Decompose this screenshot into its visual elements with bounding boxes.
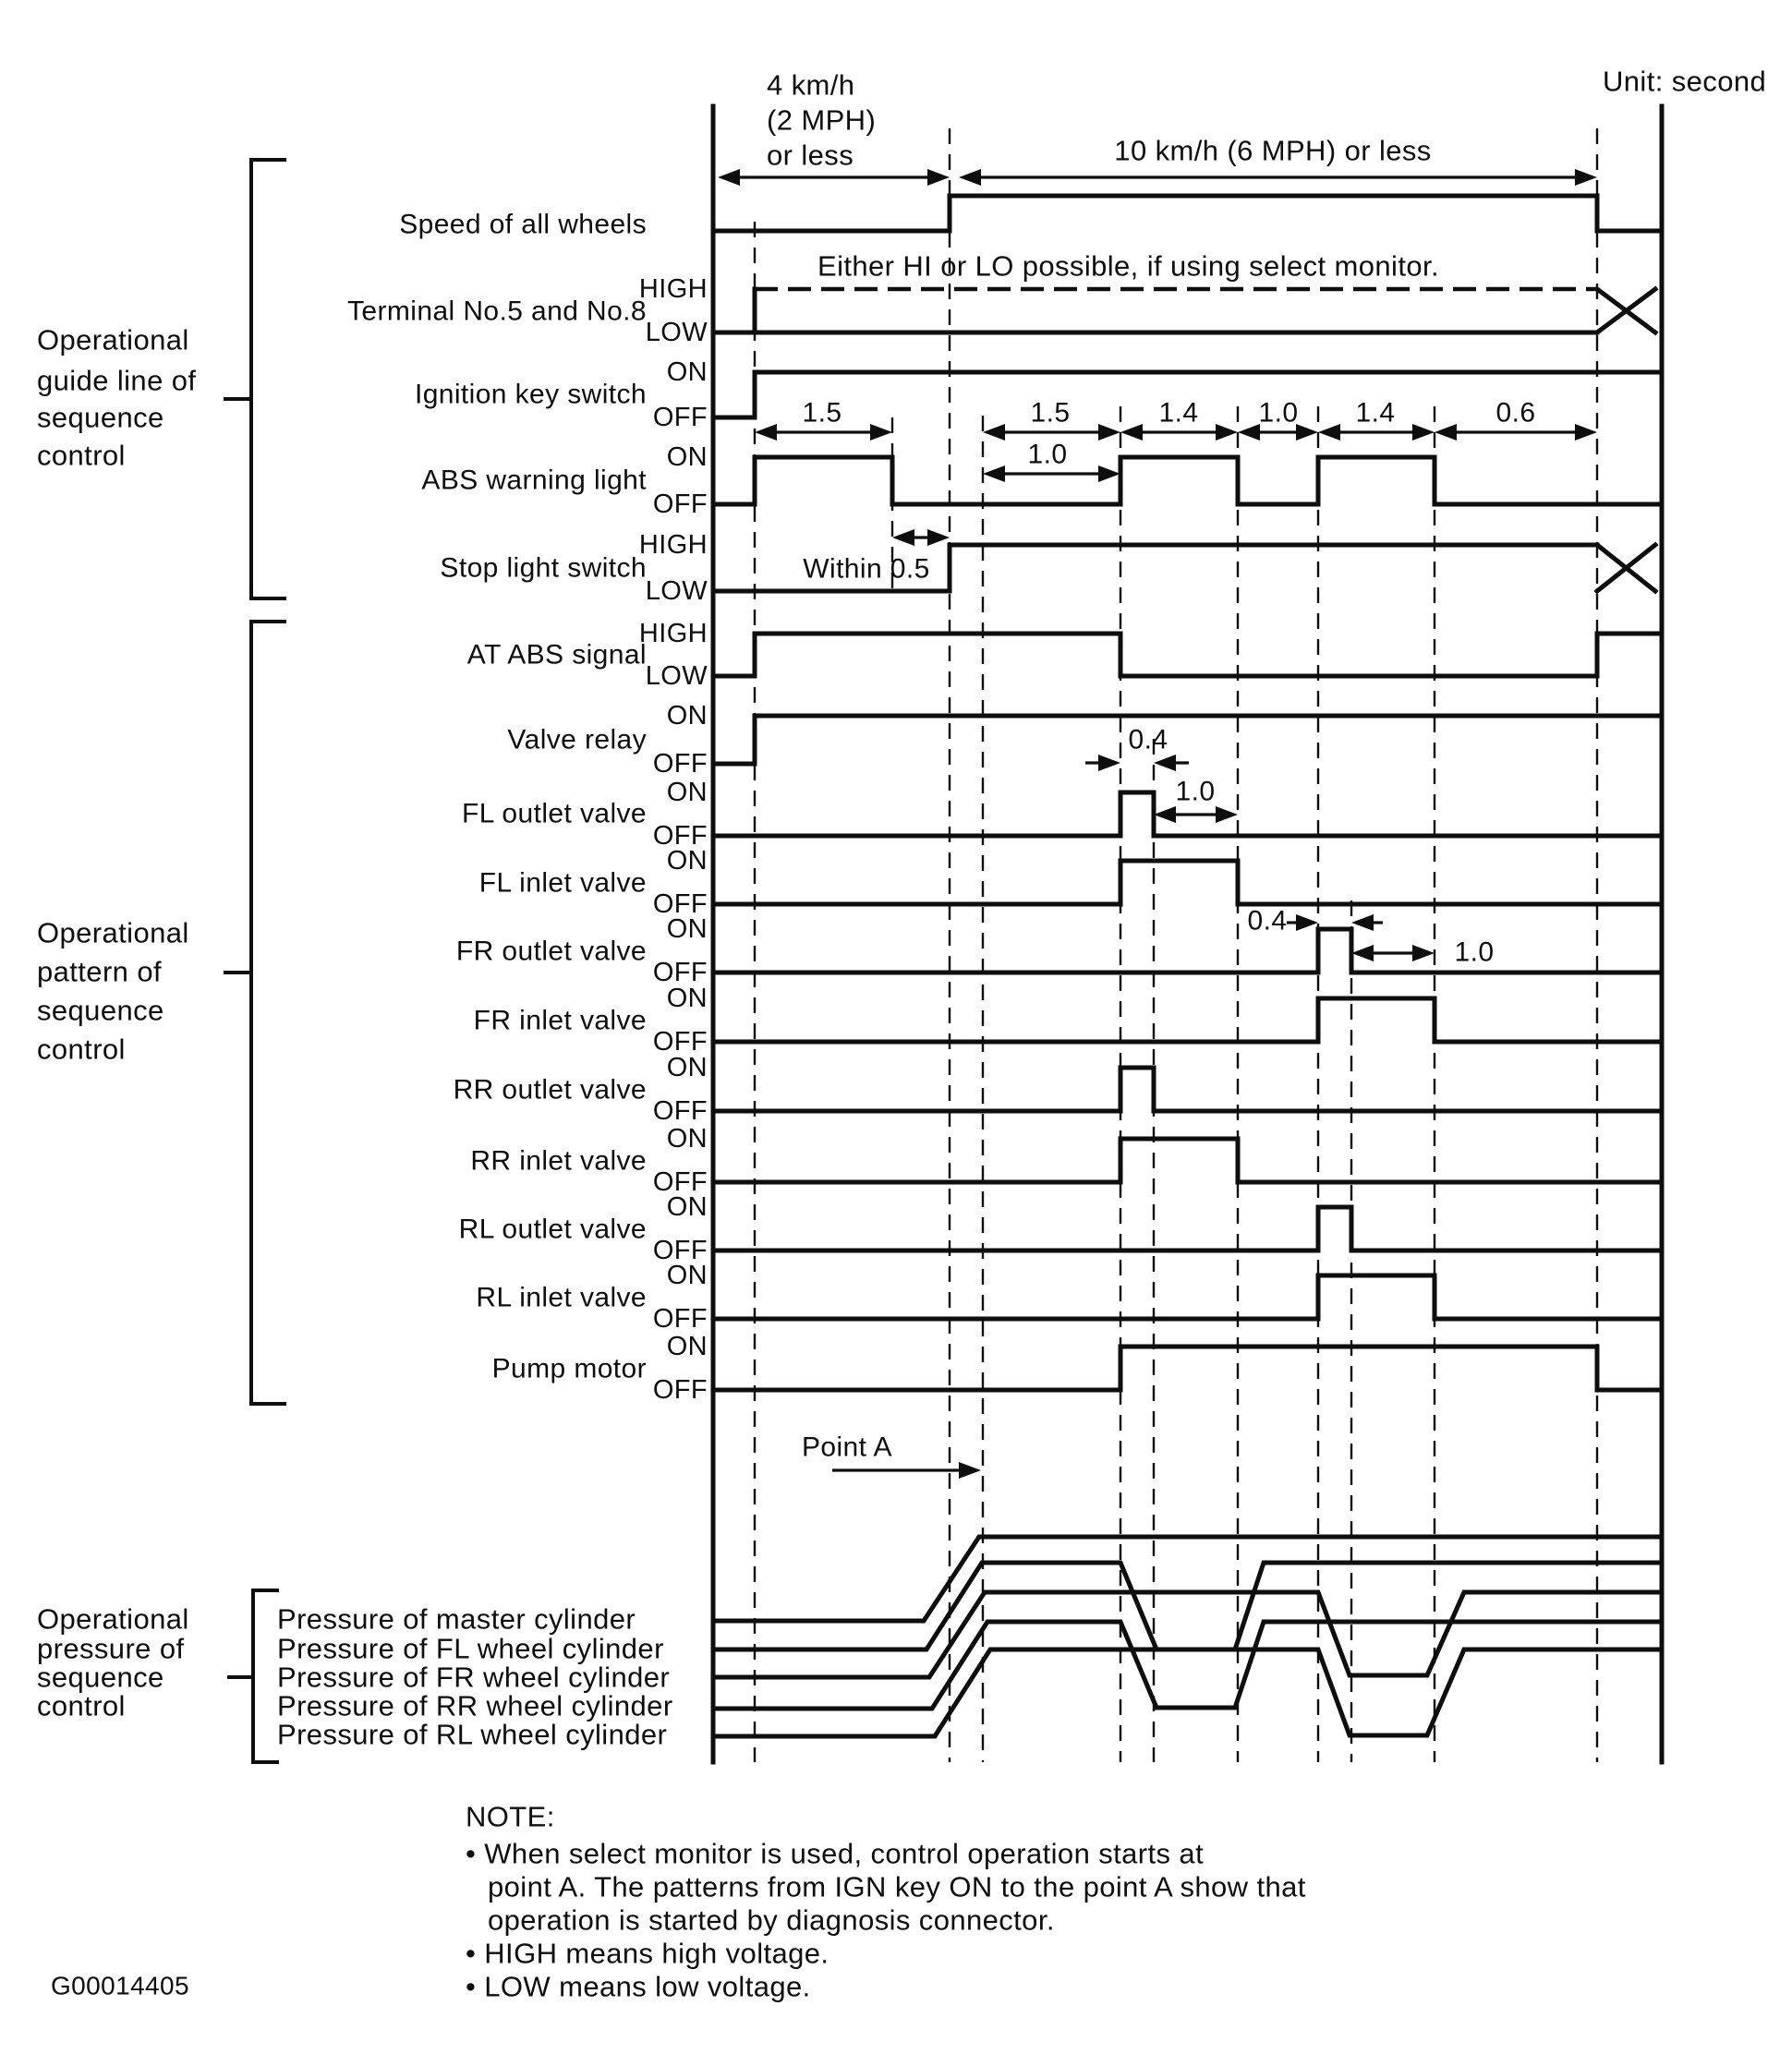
- signal-label-at-abs-signal: AT ABS signal: [466, 639, 647, 671]
- level-label-terminal-no5-and-no8-high: HIGH: [638, 274, 708, 304]
- level-label-rl-outlet-valve-off: OFF: [652, 1236, 708, 1265]
- dim-label: Within 0.5: [803, 553, 930, 585]
- pressure-label: Pressure of FL wheel cylinder: [277, 1632, 664, 1665]
- arrowhead-icon: [1435, 424, 1457, 441]
- signal-label-rr-outlet-valve: RR outlet valve: [453, 1074, 647, 1105]
- signal-label-ignition-key-switch: Ignition key switch: [414, 379, 647, 410]
- level-label-fr-inlet-valve-on: ON: [666, 984, 708, 1013]
- pressure-trace-fl-wheel: [713, 1563, 1660, 1649]
- level-label-stop-light-switch-high: HIGH: [638, 530, 708, 560]
- dim-label: 1.0: [1175, 776, 1216, 807]
- arrowhead-icon: [1098, 424, 1120, 441]
- level-label-fl-inlet-valve-on: ON: [666, 846, 708, 876]
- arrowhead-icon: [1575, 169, 1597, 186]
- level-label-pump-motor-on: ON: [666, 1332, 708, 1361]
- group-label-pattern: control: [37, 1033, 126, 1066]
- arrowhead-icon: [1216, 424, 1238, 441]
- arrowhead-icon: [1154, 755, 1176, 771]
- signal-wave-valve-relay: [713, 716, 1660, 764]
- dim-label: 0.4: [1128, 724, 1168, 755]
- group-label-guide: sequence: [37, 401, 164, 434]
- signal-label-terminal-no5-and-no8: Terminal No.5 and No.8: [347, 296, 647, 327]
- note-line: • LOW means low voltage.: [466, 1970, 811, 2003]
- pressure-trace-master-cylinder: [713, 1537, 1660, 1621]
- level-label-abs-warning-light-off: OFF: [652, 489, 708, 519]
- note-line: • When select monitor is used, control operation starts at: [466, 1837, 1205, 1870]
- arrowhead-icon: [959, 169, 981, 186]
- level-label-rr-outlet-valve-off: OFF: [652, 1096, 708, 1126]
- arrowhead-icon: [1154, 806, 1176, 823]
- signal-wave-rl-outlet-valve: [713, 1207, 1660, 1250]
- arrowhead-icon: [1098, 755, 1120, 771]
- arrowhead-icon: [1318, 424, 1340, 441]
- dim-label: 1.0: [1027, 439, 1068, 470]
- group-label-pressure: sequence: [37, 1661, 164, 1694]
- signal-label-valve-relay: Valve relay: [507, 724, 647, 755]
- level-label-rr-inlet-valve-on: ON: [666, 1124, 708, 1154]
- arrowhead-icon: [983, 424, 1005, 441]
- signal-label-fl-outlet-valve: FL outlet valve: [462, 798, 647, 829]
- dim-label: 0.6: [1495, 397, 1536, 429]
- arrowhead-icon: [1412, 424, 1435, 441]
- signal-wave-fr-inlet-valve: [713, 998, 1660, 1042]
- level-label-fr-outlet-valve-on: ON: [666, 914, 708, 944]
- group-label-pattern: sequence: [37, 994, 164, 1027]
- pressure-label: Pressure of RL wheel cylinder: [277, 1718, 668, 1751]
- level-label-at-abs-signal-low: LOW: [645, 661, 708, 691]
- group-bracket-pattern: [251, 622, 285, 1404]
- unit-label: Unit: second: [1603, 65, 1767, 98]
- signal-label-stop-light-switch: Stop light switch: [440, 552, 647, 584]
- level-label-terminal-no5-and-no8-low: LOW: [645, 318, 708, 347]
- signal-wave-speed-of-all-wheels: [713, 196, 1660, 231]
- note-line: operation is started by diagnosis connector.: [488, 1903, 1055, 1937]
- level-label-rr-inlet-valve-off: OFF: [652, 1167, 708, 1197]
- group-label-guide: control: [37, 439, 126, 472]
- speed-band-label: or less: [767, 139, 854, 172]
- signal-wave-rl-inlet-valve: [713, 1275, 1660, 1319]
- level-label-fl-outlet-valve-off: OFF: [652, 821, 708, 851]
- arrowhead-icon: [1120, 424, 1143, 441]
- signal-wave-rr-inlet-valve: [713, 1139, 1660, 1182]
- level-label-stop-light-switch-low: LOW: [645, 576, 708, 606]
- level-label-fl-inlet-valve-off: OFF: [652, 889, 708, 919]
- signal-label-rl-outlet-valve: RL outlet valve: [458, 1214, 647, 1245]
- pressure-label: Pressure of RR wheel cylinder: [277, 1689, 673, 1722]
- figure-id: G00014405: [51, 1971, 189, 2000]
- dim-label: 1.4: [1158, 397, 1199, 429]
- level-label-valve-relay-on: ON: [666, 701, 708, 731]
- arrowhead-icon: [1098, 465, 1120, 482]
- level-label-pump-motor-off: OFF: [652, 1375, 708, 1405]
- dim-label: 1.4: [1355, 397, 1396, 429]
- pressure-trace-rr-wheel: [713, 1622, 1660, 1709]
- group-label-pressure: pressure of: [37, 1632, 185, 1665]
- group-label-guide: Operational: [37, 323, 189, 356]
- group-label-pressure: control: [37, 1689, 126, 1722]
- dim-label: 1.5: [802, 397, 842, 429]
- signal-wave-abs-warning-light: [713, 457, 1660, 504]
- signal-label-fr-inlet-valve: FR inlet valve: [473, 1005, 647, 1036]
- level-label-ignition-key-switch-off: OFF: [652, 403, 708, 432]
- group-label-pressure: Operational: [37, 1602, 189, 1636]
- group-bracket-guide: [251, 160, 285, 598]
- level-label-ignition-key-switch-on: ON: [666, 357, 708, 387]
- point-a-label: Point A: [802, 1432, 892, 1463]
- group-label-pattern: Operational: [37, 916, 189, 949]
- speed-band-label: 10 km/h (6 MPH) or less: [1114, 134, 1432, 167]
- level-label-fr-outlet-valve-off: OFF: [652, 958, 708, 987]
- level-label-at-abs-signal-high: HIGH: [638, 619, 708, 648]
- signal-wave-fr-outlet-valve: [713, 929, 1660, 973]
- group-label-guide: guide line of: [37, 364, 197, 397]
- arrowhead-icon: [1238, 424, 1260, 441]
- signal-label-fl-inlet-valve: FL inlet valve: [478, 867, 647, 899]
- dim-label: 1.5: [1030, 397, 1071, 429]
- arrowhead-icon: [1296, 914, 1318, 931]
- note-line: point A. The patterns from IGN key ON to the point A show that: [488, 1870, 1306, 1903]
- point-a-arrowhead-icon: [959, 1462, 981, 1479]
- group-label-pattern: pattern of: [37, 955, 162, 988]
- pressure-label: Pressure of FR wheel cylinder: [277, 1661, 671, 1694]
- pressure-label: Pressure of master cylinder: [277, 1602, 636, 1636]
- level-label-abs-warning-light-on: ON: [666, 442, 708, 472]
- level-label-rl-inlet-valve-off: OFF: [652, 1304, 708, 1334]
- dim-label: 1.0: [1258, 397, 1299, 429]
- signal-wave-rr-outlet-valve: [713, 1068, 1660, 1111]
- dim-label: 0.4: [1247, 905, 1288, 936]
- signal-label-fr-outlet-valve: FR outlet valve: [455, 936, 647, 967]
- signal-wave-at-abs-signal: [713, 634, 1660, 676]
- level-label-fl-outlet-valve-on: ON: [666, 778, 708, 807]
- note-line: • HIGH means high voltage.: [466, 1937, 829, 1970]
- signal-label-rl-inlet-valve: RL inlet valve: [476, 1282, 647, 1313]
- signal-label-abs-warning-light: ABS warning light: [421, 465, 647, 496]
- arrowhead-icon: [870, 424, 892, 441]
- arrowhead-icon: [1296, 424, 1318, 441]
- speed-band-label: (2 MPH): [767, 103, 877, 137]
- signal-label-pump-motor: Pump motor: [491, 1353, 647, 1384]
- arrowhead-icon: [927, 169, 950, 186]
- pressure-trace-fr-wheel: [713, 1592, 1660, 1677]
- note-line: NOTE:: [466, 1800, 555, 1833]
- pressure-trace-rl-wheel: [713, 1649, 1660, 1736]
- level-label-fr-inlet-valve-off: OFF: [652, 1027, 708, 1057]
- arrowhead-icon: [1216, 806, 1238, 823]
- arrowhead-icon: [927, 529, 950, 546]
- arrowhead-icon: [983, 465, 1005, 482]
- group-bracket-pressure: [253, 1590, 277, 1762]
- arrowhead-icon: [1351, 945, 1374, 961]
- signal-label-speed-of-all-wheels: Speed of all wheels: [399, 209, 647, 240]
- dim-label: 1.0: [1454, 936, 1495, 968]
- arrowhead-icon: [892, 529, 914, 546]
- select-monitor-note: Either HI or LO possible, if using select monitor.: [817, 249, 1440, 283]
- level-label-rl-inlet-valve-on: ON: [666, 1261, 708, 1290]
- speed-band-label: 4 km/h: [767, 68, 855, 102]
- arrowhead-icon: [1412, 945, 1435, 961]
- level-label-rr-outlet-valve-on: ON: [666, 1053, 708, 1082]
- signal-wave-fl-inlet-valve: [713, 861, 1660, 904]
- arrowhead-icon: [755, 424, 777, 441]
- level-label-valve-relay-off: OFF: [652, 749, 708, 779]
- signal-wave-pump-motor: [713, 1347, 1660, 1390]
- signal-label-rr-inlet-valve: RR inlet valve: [470, 1145, 647, 1177]
- level-label-rl-outlet-valve-on: ON: [666, 1192, 708, 1222]
- arrowhead-icon: [1575, 424, 1597, 441]
- arrowhead-icon: [1351, 914, 1374, 931]
- arrowhead-icon: [718, 169, 740, 186]
